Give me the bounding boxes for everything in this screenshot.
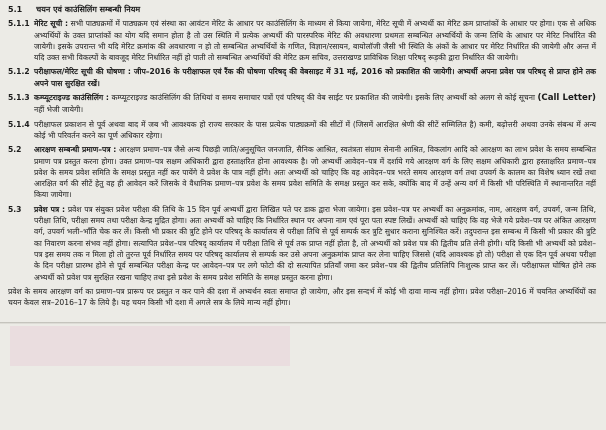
section-number: 5.1.1 [8,19,30,29]
section-number: 5.1.3 [8,93,30,103]
section-title: आरक्षण सम्बन्धी प्रमाण–पत्र : [34,145,117,155]
section-5-1-2 [8,66,596,89]
section-5-2 [8,144,596,200]
section-5-1-4 [8,119,596,142]
section-text-after: नहीं भेजी जायेगी। [34,105,84,115]
section-5-3 [8,204,596,283]
section-text: आरक्षण प्रमाण–पत्र जैसे अन्य पिछड़ी जाति/अनुसूचित जनजाति, सैनिक आश्रित, स्वतंत्रता संग्राम सेनानी आश्रित, विकलांग आदि को आरक्षण का लाभ प्रवेश के समय सम्बन्धित प्रमाण पत्र प्रस्तुत करना होगा। उक्त प्रमाण–पत्र सक्षम अधिकारी द्वारा हस्ताक्षरित होना आवश्यक है। जो अभ्यर्थी आवेदन–पत्र में दर्शाये गये आरक्षण वर्ग के लिए सक्षम अधिकारी द्वारा हस्ताक्षरित प्रमाण–पत्र प्रवेश के समय प्रवेश समिति के समक्ष प्रस्तुत नहीं कर पायेंगे वे प्रवेश के पात्र नहीं होंगे। अतः अभ्यर्थी को चाहिए कि वह आवेदन–पत्र भरते समय आरक्षण वर्ग तथा उपवर्ग के कालम का विशेष ध्यान रखें तथा आरक्षित वर्ग की सीटें हेतु वह ही आवेदन करें जिसके वे वैधानिक प्रमाण–पत्र प्रवेश के समय प्रवेश समिति के समक्ष प्रस्तुत कर सके, क्योंकि बाद में उन्हें अन्य वर्ग में किसी भी परिस्थिति में स्थानान्तरित नहीं किया जायेगा। [34,145,596,200]
heading-title: चयन एवं काउंसिलिंग सम्बन्धी नियम [36,5,141,14]
call-letter-term: (Call Letter) [537,93,596,104]
section-text: कम्प्यूटराइज्ड काउंसिलिंग की तिथियां व समय समाचार पत्रों एवं परिषद् की वेब साईट पर प्रकाशित की जायेगी। इसके लिए अभ्यर्थी को अलग से कोई सूचना [111,93,535,103]
section-5-1-3 [8,92,596,116]
highlighter-mark [10,326,290,366]
section-number: 5.2 [8,145,22,155]
section-text: प्रवेश पत्र संयुक्त प्रवेश परीक्षा की तिथि के 15 दिन पूर्व अभ्यर्थी द्वारा लिखित पते पर डाक द्वारा भेजा जायेगा। इस प्रवेश–पत्र पर अभ्यर्थी का अनुक्रमांक, नाम, आरक्षण वर्ग, उपवर्ग, जन्म तिथि, परीक्षा तिथि, परीक्षा समय तथा परीक्षा केन्द्र मुद्रित होगा। अतः अभ्यर्थी को चाहिए कि निर्धारित स्थान पर अपना नाम एवं पूरा पता स्पष्ट लिखें। अभ्यर्थी को चाहिए कि वह भेजे गये प्रवेश–पत्र पर अंकित आरक्षण वर्ग, उपवर्ग भली–भाँति चेक कर लें। किसी भी प्रकार की त्रुटि होने पर परिषद् के कार्यालय से परीक्षा तिथि से पूर्व सम्पर्क कर त्रुटि सुधार कराना सुनिश्चित करें। तदुपरान्त इस सम्बन्ध में किसी भी प्रकार की त्रुटि का निवारण करना संभव नहीं होगा। सत्यापित प्रवेश–पत्र परिषद् कार्यालय में परीक्षा तिथि से पूर्व तक प्राप्त नहीं होता है, तो अभ्यर्थी को प्रवेश पत्र की द्वितीय प्रति लेनी होगी। यदि किसी भी अभ्यर्थी को प्रवेश–पत्र इस समय तक न मिला हो तो तुरन्त पूर्व निर्धारित समय पर परिषद् कार्यालय से सम्पर्क कर उसे अपना अनुक्रमांक प्राप्त कर लेना चाहिए जिससे (यदि आवश्यक हो तो) परीक्षा से एक दिन पूर्व अथवा परीक्षा के दिन परीक्षा प्रारम्भ होने से पूर्व सम्बन्धित परीक्षा केन्द्र पर आवेदन–पत्र पर लगे फोटो की दो सत्यापित प्रतियाँ जमा कर प्रवेश–पत्र की द्वितीय प्रतिलिपि निःशुल्क प्राप्त कर लें। परीक्षाफल घोषित होने तक अभ्यर्थी को प्रवेश पत्र सुरक्षित रखना चाहिए तथा इसे प्रवेश के समय प्रवेश समिति के समक्ष प्रस्तुत करना होगा। [34,204,596,282]
paper-fold-edge [0,322,606,324]
section-title: प्रवेश पत्र : [34,204,66,214]
section-text: सभी पाठ्यक्रमों में पाठ्यक्रम एवं संस्था का आवंटन मेरिट के आधार पर काउंसिलिंग के माध्यम से किया जायेगा, मेरिट सूची में अभ्यर्थी का मेरिट क्रम प्राप्तांकों के आधार पर होगा। एक से अधिक अभ्यर्थियों के उक्त प्राप्तांकों का योग यदि समान होता है तो उस स्थिति में प्रत्येक अभ्यर्थी की पारस्परिक मेरिट की अवधारणा प्रथमतः सम्बन्धित अभ्यर्थियों के जन्म तिथि के आधार पर मेरिट निर्धारित की जायेगी। इसके उपरान्त भी यदि मेरिट क्रमांक की अवधारणा न हो तो सम्बन्धित अभ्यर्थियों के गणित, विज्ञान/रसायन, बायोलॉजी जैसी भी स्थिति के अंकों के आधार पर मेरिट निर्धारित की जायेगी और अन्त में यदि उक्त सभी विकल्पों के बावजूद मेरिट निर्धारित नहीं हो पाती तो सम्बन्धित अभ्यर्थियों की मेरिट क्रम सचिव, उत्तराखण्ड प्राविधिक शिक्षा परिषद् रूड़की द्वारा निर्धारित की जायेगी। [34,19,597,63]
closing-text: प्रवेश के समय आरक्षण वर्ग का प्रमाण–पत्र प्रारूप पर प्रस्तुत न कर पाने की दशा में अभ्यर्थन स्वतः समाप्त हो जायेगा, और इस सन्दर्भ में कोई भी दावा मान्य नहीं होगा। प्रवेश परीक्षा–2016 में चयनित अभ्यर्थियों का चयन केवल सत्र–2016–17 के लिये है। यह चयन किसी भी दशा में अगले सत्र के लिये मान्य नहीं होगा। [8,286,596,308]
closing-paragraph [8,286,596,309]
section-heading [8,4,596,15]
section-number: 5.1.4 [8,119,30,129]
section-number: 5.3 [8,204,22,214]
heading-number: 5.1 [8,5,23,14]
section-text: जीप–2016 के परीक्षाफल एवं रैंक की घोषणा परिषद् की वेबसाइट में 31 मई, 2016 को प्रकाशित की जायेगी। अभ्यर्थी अपना प्रवेश पत्र परिषद् से प्राप्त होने तक अपने पास सुरक्षित रखें। [34,67,596,88]
section-title: मेरिट सूची : [34,19,69,29]
section-title: कम्प्यूटराइज्ड काउंसिलिंग : [34,93,109,103]
section-text: परीक्षाफल प्रकाशन से पूर्व अथवा बाद में जब भी आवश्यक हो राज्य सरकार के पास प्रत्येक पाठ्यक्रमों की सीटों में (जिसमें आरक्षित श्रेणी की सीटें सम्मिलित है) कमी, बढ़ोत्तरी अथवा उनके संबन्ध में अन्य कोई भी परिवर्तन करने का पूर्ण अधिकार रहेगा। [34,119,596,140]
section-number: 5.1.2 [8,67,30,77]
section-title: परीक्षाफल/मेरिट सूची की घोषणा : [34,67,131,77]
section-5-1-1 [8,18,596,63]
